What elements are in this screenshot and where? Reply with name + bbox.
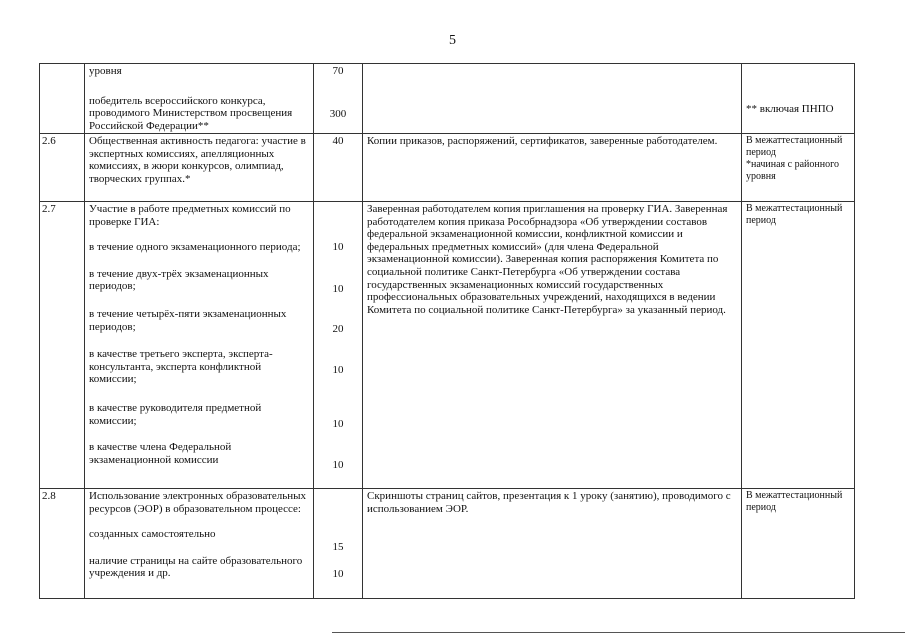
criterion-item: в качестве руководителя предметной комиссии; [89,401,262,427]
scan-edge-line [332,632,905,633]
period-cell [742,489,855,599]
criterion-item: в течение одного экзаменационного периода; [89,241,301,254]
points-cell [314,64,363,134]
criterion-item: в течение четырёх-пяти экзаменационных периодов; [89,307,287,333]
row-number [40,64,85,134]
points-cell [314,134,363,202]
criterion-item: Участие в работе предметных комиссий по проверке ГИА: [89,203,291,228]
points-cell [314,202,363,489]
criterion-cell [85,64,314,134]
criterion-cell [85,202,314,489]
documents-cell: Заверенная работодателем копия приглашения на проверку ГИА. Заверенная работодателем копия приказа Рособрнадзора «Об утверждении составов федеральной экзаменационной комиссии, конфликтной комиссии и федеральных предметных комиссий» (для члена Федеральной экзаменационной комиссии). Заверенная копия распоряжения Комитета по социальной политике Санкт-Петербурга «Об утверждении состава государственных экзаменационных комиссий государственных профессиональных образовательных учреждений, находящихся в ведении Комитета по социальной политике Санкт-Петербурга» за указанный период. [363,202,742,489]
period-cell [742,202,855,489]
criterion-item: наличие страницы на сайте образовательного учреждения и др. [89,554,303,580]
points-value: 300 [329,107,347,120]
table-row [40,202,855,489]
criterion-item: в качестве третьего эксперта, эксперта-консультанта, эксперта конфликтной комиссии; [89,348,273,386]
points-value: 10 [332,363,344,376]
table-row [40,64,855,134]
points-value: 10 [332,567,344,580]
period-cell [742,134,855,202]
points-value: 10 [332,282,344,295]
points-value: 10 [332,418,344,431]
criterion-cell [85,134,314,202]
points-value: 20 [332,323,344,336]
row-number: 2.8 [40,489,85,599]
criterion-item: созданных самостоятельно [89,528,216,541]
criteria-table [39,63,855,599]
criterion-item: победитель всероссийского конкурса, проводимого Министерством просвещения Российской Федерации** [89,94,293,132]
points-value: 10 [332,458,344,471]
page-number: 5 [449,33,456,48]
documents-cell [363,64,742,134]
points-value: 15 [332,541,344,553]
documents-cell: Копии приказов, распоряжений, сертификатов, заверенные работодателем. [363,134,742,202]
points-cell [314,489,363,599]
period-note: ** включая ПНПО [746,103,834,115]
period-text: В межаттестационный период [746,490,843,513]
criterion-item: Общественная активность педагога: участие в экспертных комиссиях, апелляционных комиссиях, в жюри конкурсов, олимпиад, творческих группах.* [89,135,306,185]
points-value: 10 [332,241,344,253]
period-text: В межаттестационный период [746,135,843,158]
points-value: 40 [332,135,344,147]
period-cell [742,64,855,134]
table-row [40,489,855,599]
period-text: В межаттестационный период [746,203,843,226]
criterion-item: в качестве члена Федеральной экзаменационной комиссии [89,441,232,466]
criterion-cell [85,489,314,599]
period-note: *начиная с районного уровня [746,159,839,182]
criterion-item: в течение двух-трёх экзаменационных периодов; [89,267,269,293]
criterion-item: Использование электронных образовательных ресурсов (ЭОР) в образовательном процессе: [89,490,307,515]
row-number: 2.6 [40,134,85,202]
table-row [40,134,855,202]
row-number: 2.7 [40,202,85,489]
criterion-item: уровня [89,65,122,77]
documents-cell: Скриншоты страниц сайтов, презентация к 1 уроку (занятию), проводимого с использованием ЭОР. [363,489,742,599]
points-value: 70 [332,65,344,77]
